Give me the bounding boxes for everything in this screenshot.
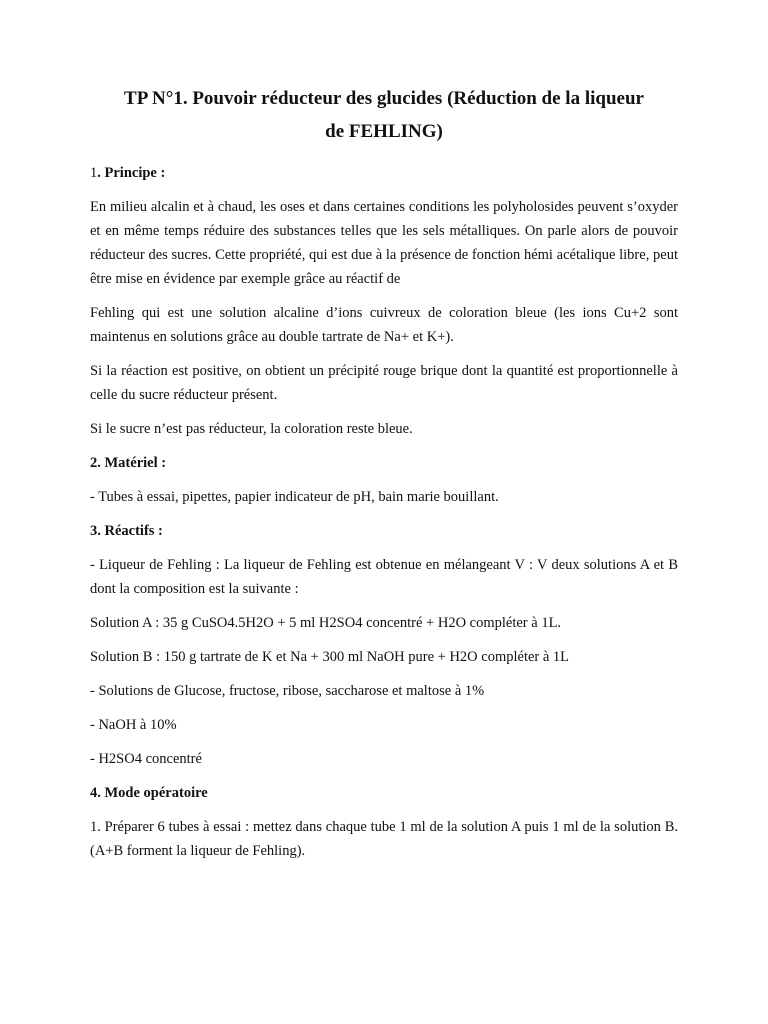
title-line-2: de FEHLING) [325,121,443,142]
paragraph: Solution B : 150 g tartrate de K et Na + 300 ml NaOH pure + H2O compléter à 1L [90,649,570,665]
paragraph: 1. Préparer 6 tubes à essai : mettez dans chaque tube 1 ml de la solution A puis 1 ml de la solution B. (A+B forment la liqueur de Fehling). [90,819,678,859]
section-heading-text: . Principe : [97,165,166,181]
paragraph: Solution A : 35 g CuSO4.5H2O + 5 ml H2SO4 concentré + H2O compléter à 1L. [90,615,562,631]
document-title [90,82,678,148]
section-heading-materiel: 2. Matériel : [90,455,167,471]
section-number: 1 [90,165,98,181]
paragraph: - H2SO4 concentré [90,751,202,767]
section-heading-reactifs: 3. Réactifs : [90,523,163,539]
paragraph: - Tubes à essai, pipettes, papier indicateur de pH, bain marie bouillant. [90,489,499,505]
paragraph: En milieu alcalin et à chaud, les oses et dans certaines conditions les polyholosides peuvent s’oxyder et en même temps réduire des substances telles que les sels métalliques. On parle alors de pouvoir réducteur des sucres. Cette propriété, qui est due à la présence de fonction hémi acétalique libre, peut être mise en évidence par exemple grâce au réactif de [90,199,678,287]
section-heading-principe [90,161,678,185]
paragraph: - Solutions de Glucose, fructose, ribose, saccharose et maltose à 1% [90,683,485,699]
paragraph: - Liqueur de Fehling : La liqueur de Fehling est obtenue en mélangeant V : V deux solutions A et B dont la composition est la suivante : [90,557,678,597]
paragraph: Fehling qui est une solution alcaline d’ions cuivreux de coloration bleue (les ions Cu+2 sont maintenus en solutions grâce au double tartrate de Na+ et K+). [90,305,678,345]
paragraph: Si la réaction est positive, on obtient un précipité rouge brique dont la quantité est proportionnelle à celle du sucre réducteur présent. [90,363,678,403]
paragraph: Si le sucre n’est pas réducteur, la coloration reste bleue. [90,421,413,437]
section-heading-mode-operatoire: 4. Mode opératoire [90,785,208,801]
paragraph: - NaOH à 10% [90,717,177,733]
title-line-1: TP N°1. Pouvoir réducteur des glucides (Réduction de la liqueur [124,88,644,109]
